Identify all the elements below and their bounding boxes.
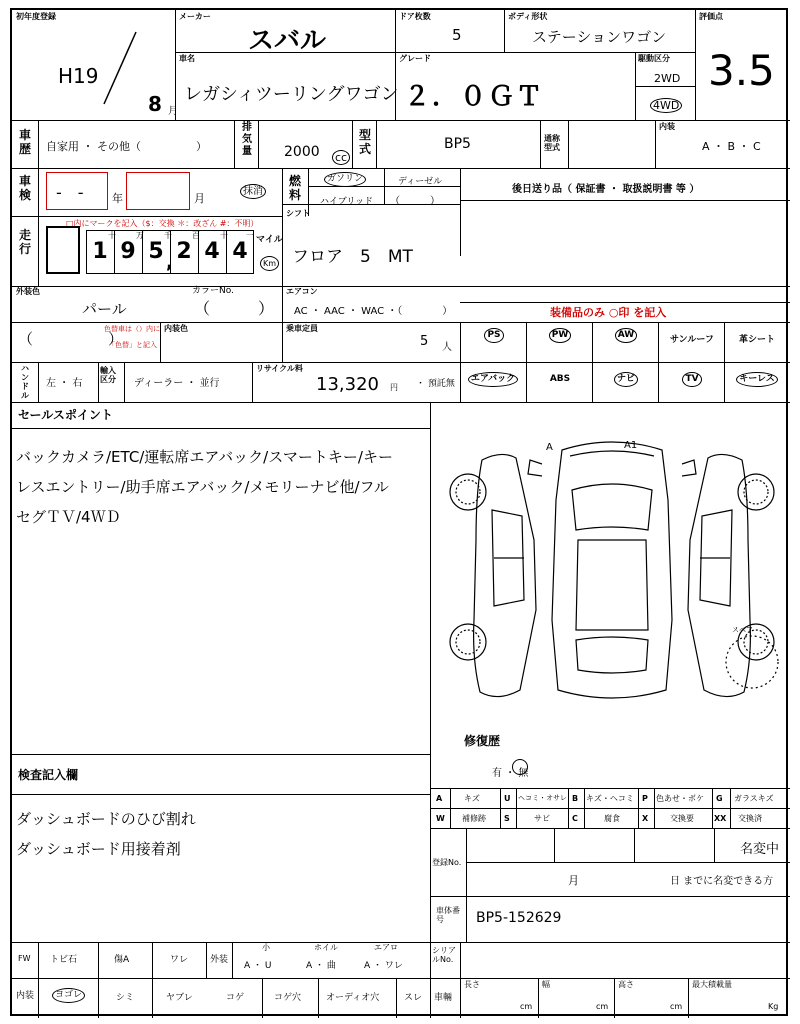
inspection-label: 車検 xyxy=(18,174,31,202)
history-value: 自家用 ・ その他（ ） xyxy=(46,140,207,153)
model-value: BP5 xyxy=(444,136,471,152)
registration-label: 登録No. xyxy=(432,858,462,867)
inspection-month-box xyxy=(126,172,190,210)
legend-desc: キズ・ヘコミ xyxy=(586,794,634,803)
interior-item: コゲ穴 xyxy=(274,993,302,1003)
import-label: 輸入区分 xyxy=(100,366,116,384)
legend-code: B xyxy=(572,794,579,803)
first-reg-year: H19 xyxy=(58,64,99,88)
maker-value: スバル xyxy=(248,26,327,56)
exterior-color-label: 外装色 xyxy=(16,287,40,296)
legend-code: P xyxy=(642,794,648,803)
displacement-unit: cc xyxy=(332,150,350,165)
name-change: 名変中 xyxy=(740,842,780,857)
odometer-digit: 9 xyxy=(120,239,136,264)
shift-value: フロア 5 MT xyxy=(292,247,413,267)
car-name-value: レガシィツーリングワゴン xyxy=(184,84,399,105)
equipment-note: 装備品のみ ○印 を記入 xyxy=(550,306,667,319)
odometer-digit: 2 xyxy=(176,239,192,264)
interior-item: ヨゴレ xyxy=(52,988,85,1003)
fuel-hybrid: ハイブリッド xyxy=(320,197,374,207)
interior-item: コゲ xyxy=(226,993,245,1003)
interior-item: オーディオ穴 xyxy=(326,993,380,1003)
fw-label: FW xyxy=(18,954,31,963)
equip-tv: TV xyxy=(662,372,722,387)
ext-aero-value: A ・ ワレ xyxy=(364,961,403,971)
interior-item: シミ xyxy=(116,993,135,1003)
doors-label: ドア枚数 xyxy=(399,12,431,21)
damage-mark-a1: A1 xyxy=(624,440,638,451)
recycle-label: リサイクル料 xyxy=(256,364,303,373)
legend-code: C xyxy=(572,814,578,823)
legend-desc: 交換要 xyxy=(670,814,694,823)
displacement-label: 排気量 xyxy=(242,122,252,157)
equip-keyless: キーレス xyxy=(726,372,788,387)
fw-item: トビ石 xyxy=(50,955,78,965)
handle-value: 左 ・ 右 xyxy=(46,378,83,389)
legend-code: XX xyxy=(714,814,727,823)
equip-leather: 革シート xyxy=(738,335,775,345)
common-model-label: 通称型式 xyxy=(544,134,560,152)
maker-label: メーカー xyxy=(179,12,211,21)
displacement-value: 2000 xyxy=(284,144,320,160)
capacity-label: 乗車定員 xyxy=(286,324,318,333)
deferred-docs-label: 後日送り品（ 保証書 ・ 取扱説明書 等 ） xyxy=(512,184,700,195)
legend-desc: 腐食 xyxy=(604,814,620,823)
chassis-label: 車体番号 xyxy=(436,906,460,924)
body-value: ステーションワゴン xyxy=(532,28,667,46)
drive-label: 駆動区分 xyxy=(638,54,670,63)
drive-2wd: 2WD xyxy=(654,72,681,85)
mileage-label: 走行 xyxy=(18,228,31,256)
shift-label: シフト xyxy=(286,209,310,218)
inner-color-label: 内装色 xyxy=(164,324,188,333)
odometer-digit: 1 xyxy=(92,239,108,264)
import-value: ディーラー ・ 並行 xyxy=(134,378,220,389)
odometer: 十 万 千 百 十 一 1 9 5 2 4 4 , xyxy=(86,230,254,274)
history-label: 車歴 xyxy=(18,128,31,156)
fw-item: 傷A xyxy=(114,955,130,965)
grade-label: グレード xyxy=(399,54,431,63)
fw-item: ワレ xyxy=(170,955,189,965)
fuel-gasoline: ガソリン xyxy=(324,172,366,187)
legend-code: A xyxy=(436,794,443,803)
drive-4wd: 4WD xyxy=(650,98,682,113)
capacity-value: 5 xyxy=(420,334,429,349)
color-code-label: カラーNo. xyxy=(192,286,234,296)
score-value: 3.5 xyxy=(708,46,775,95)
interior-item: ヤブレ xyxy=(166,993,193,1003)
fuel-diesel: ディーゼル xyxy=(398,177,443,187)
repair-circle xyxy=(512,759,528,775)
legend-code: U xyxy=(504,794,511,803)
interior-label: 内装 xyxy=(659,122,675,131)
equip-sunroof: サンルーフ xyxy=(670,335,714,345)
sales-point-line: セグＴＶ/4ＷＤ xyxy=(16,508,121,526)
legend-code: X xyxy=(642,814,649,823)
score-label: 評価点 xyxy=(699,12,723,21)
odometer-digit: 4 xyxy=(232,239,248,264)
inspection-notes-title: 検査記入欄 xyxy=(18,768,79,782)
recycle-deposit: ・ 預託無 xyxy=(416,379,455,389)
exterior-label: 外装 xyxy=(210,955,229,965)
interior-bottom-label: 内装 xyxy=(16,991,35,1001)
km-label: Km xyxy=(260,256,279,271)
ac-label: エアコン xyxy=(286,287,318,296)
legend-code: G xyxy=(716,794,723,803)
repaint-paren: （ ） xyxy=(18,330,124,348)
ext-small-value: A ・ U xyxy=(244,961,272,971)
car-damage-diagram xyxy=(442,420,782,720)
mileage-mark-box xyxy=(46,226,80,274)
spare-label: スペア xyxy=(732,626,753,634)
repair-history-title: 修復歴 xyxy=(464,734,501,748)
mileage-note: □内にマークを記入（$：交換 ＊：改ざん #：不明） xyxy=(66,219,259,228)
legend-code: S xyxy=(504,814,510,823)
model-label: 型式 xyxy=(358,128,371,156)
interior-item: スレ xyxy=(404,993,423,1003)
recycle-value: 13,320 xyxy=(316,374,379,395)
chassis-number: BP5-152629 xyxy=(476,910,562,926)
interior-grades: A ・ B ・ C xyxy=(702,140,761,153)
sales-point-line: レスエントリー/助手席エアバック/メモリーナビ他/フル xyxy=(16,478,389,496)
legend-desc: 交換済 xyxy=(738,814,762,823)
grade-value: ２．０ＧＴ xyxy=(404,82,545,112)
car-name-label: 車名 xyxy=(179,54,195,63)
repair-history-value: 有 ・ 無 xyxy=(492,768,529,779)
legend-desc: ガラスキズ xyxy=(734,794,774,803)
fuel-label: 燃料 xyxy=(288,174,301,202)
first-reg-label: 初年度登録 xyxy=(16,12,56,21)
inspection-note-line: ダッシュボードのひび割れ xyxy=(16,810,196,828)
name-change-deadline: 日 までに名変できる方 xyxy=(670,876,774,887)
equip-ps: PS xyxy=(464,328,524,343)
exterior-color-value: パール xyxy=(82,300,127,318)
equip-navi: ナビ xyxy=(596,372,656,387)
legend-desc: サビ xyxy=(534,814,550,823)
equip-abs: ABS xyxy=(549,374,571,384)
ac-value: AC ・ AAC ・ WAC ・（ ） xyxy=(294,306,453,317)
sales-point-line: バックカメラ/ETC/運転席エアバック/スマートキー/キー xyxy=(16,448,393,466)
legend-desc: キズ xyxy=(464,794,480,803)
dims-label: 車輛 xyxy=(434,993,453,1003)
mile-label: マイル xyxy=(256,235,283,245)
inspection-value: - - xyxy=(56,183,84,202)
ext-wheel-value: A ・ 曲 xyxy=(306,961,336,971)
date-slash xyxy=(100,30,140,106)
odometer-digit: 4 xyxy=(204,239,220,264)
legend-desc: ヘコミ・オサレ xyxy=(518,794,567,802)
legend-code: W xyxy=(436,814,445,823)
doors-value: 5 xyxy=(452,26,462,44)
legend-desc: 色あせ・ボケ xyxy=(656,794,704,803)
odometer-digit: 5 xyxy=(148,239,164,264)
damage-mark-a: A xyxy=(546,442,553,453)
handle-label: ハンドル xyxy=(21,364,29,400)
auction-sheet: 初年度登録 H19 8 月 メーカー スバル ドア枚数 5 ボディ形状 ステーションワゴン 評価点 3.5 車名 レガシィツーリングワゴン グレード ２．０ＧＴ 駆動区分 2WD 4WD 車歴 自家用 ・ その他（ ） 排気量 2000 cc 型式 BP5 通称型式 内装 A ・ B ・ C 車検 - - 年 月 抹消 燃料 ガソリン ディーゼル ハイブリッド （ ） 後日送り品（ 保証書 ・ 取扱説明書 等 ） 走行 □内にマークを記入（$：交換 ＊：改ざん #：不明） 十 万 千 百 十 一 1 9 5 2 4 4 , マイル Km シフト フロア 5 MT 外装色 パール カラーNo. （ ） エアコン AC ・ AAC ・ WAC ・（ ） 装備品のみ ○印 を記入 （ ） 色替車は（）内に 「色替」と記入 内装色 乗車定員 5 人 PS PW AW サンルーフ 革シート ハンドル 左 ・ 右 輸入区分 ディーラー ・ 並行 リサイクル料 13,320 円 ・ 預託無 エアバック ABS ナビ TV キーレス セールスポイント バックカメラ/ETC/運転席エアバック/スマートキー/キー レスエントリー/助手席エアバック/メモリーナビ他/フル セグＴＶ/4ＷＤ A A1 スペア 修復歴 有 ・ 無 検査記入欄 ダッシュボードのひび割れ ダッシュボード用接着剤 A キズ U ヘコミ・オサレ B キズ・ヘコミ P 色あせ・ボケ G ガラスキズ W 補修跡 S サビ C 腐食 X 交換要 XX 交換済 登録No. 名変中 月 日 までに名変できる方 車体番号 BP5-152629 FW トビ石 傷A ワレ 外装 小 A ・ U ホイル A ・ 曲 エアロ A ・ ワレ シリアルNo. 内装 ヨゴレ シミ ヤブレ コゲ コゲ穴 オーディオ穴 スレ 車輛 長さ cm 幅 cm 高さ cm 最大積載量 Kg xyxy=(10,8,788,1016)
first-reg-month: 8 xyxy=(148,92,162,116)
body-label: ボディ形状 xyxy=(508,12,548,21)
inspection-expired: 抹消 xyxy=(240,184,266,199)
equip-aw: AW xyxy=(596,328,656,343)
equip-pw: PW xyxy=(530,328,590,343)
inspection-note-line: ダッシュボード用接着剤 xyxy=(16,840,181,858)
sales-point-title: セールスポイント xyxy=(18,408,113,422)
serial-label: シリアルNo. xyxy=(432,946,456,964)
legend-desc: 補修跡 xyxy=(462,814,486,823)
equip-airbag: エアバック xyxy=(462,372,524,387)
